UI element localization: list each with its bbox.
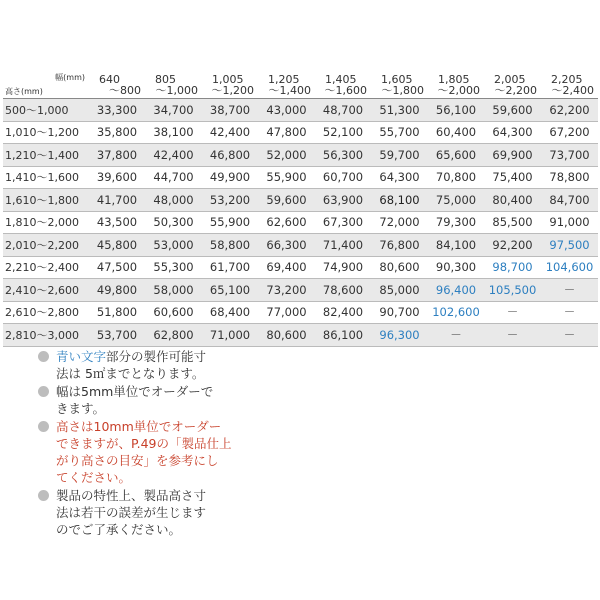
- price-cell: 43,500: [89, 211, 145, 234]
- price-cell: 97,500: [541, 234, 598, 257]
- price-cell: 91,000: [541, 211, 598, 234]
- price-cell: －: [541, 301, 598, 324]
- price-cell: 72,000: [371, 211, 428, 234]
- price-cell: 53,000: [145, 234, 202, 257]
- price-cell: 55,300: [145, 256, 202, 279]
- price-cell: 56,300: [315, 144, 371, 167]
- note-item: [38, 348, 231, 382]
- price-cell: －: [484, 324, 541, 347]
- table-row: [3, 301, 598, 324]
- price-cell: 51,800: [89, 301, 145, 324]
- height-range-label: 2,210～2,400: [3, 256, 89, 279]
- price-cell: 85,500: [484, 211, 541, 234]
- note-text: 幅は5mm単位でオーダーで: [56, 384, 214, 399]
- price-cell: 96,400: [428, 279, 484, 302]
- price-cell: －: [484, 301, 541, 324]
- width-column-header: [484, 72, 541, 99]
- price-cell: 84,100: [428, 234, 484, 257]
- price-cell: 53,700: [89, 324, 145, 347]
- price-cell: 50,300: [145, 211, 202, 234]
- price-cell: 62,200: [541, 99, 598, 122]
- note-item: [38, 383, 231, 417]
- note-line: [56, 487, 231, 504]
- note-item: [38, 487, 231, 538]
- price-cell: 63,900: [315, 189, 371, 212]
- price-cell: 92,200: [484, 234, 541, 257]
- price-cell: 48,700: [315, 99, 371, 122]
- price-cell: 80,400: [484, 189, 541, 212]
- table-row: [3, 234, 598, 257]
- height-range-label: 2,610～2,800: [3, 301, 89, 324]
- price-cell: 90,300: [428, 256, 484, 279]
- price-table-body: [3, 99, 598, 347]
- price-cell: 90,700: [371, 301, 428, 324]
- corner-cell: [3, 72, 89, 99]
- height-range-label: 1,610～1,800: [3, 189, 89, 212]
- notes-list: [38, 348, 231, 539]
- price-cell: 42,400: [145, 144, 202, 167]
- width-range-end: ～2,000: [437, 84, 480, 97]
- price-cell: 64,300: [371, 166, 428, 189]
- price-cell: 39,600: [89, 166, 145, 189]
- price-cell: 59,600: [258, 189, 315, 212]
- table-row: [3, 189, 598, 212]
- note-line: [56, 521, 231, 538]
- width-range-end: ～2,200: [494, 84, 537, 97]
- price-cell: 67,300: [315, 211, 371, 234]
- price-cell: 60,700: [315, 166, 371, 189]
- height-range-label: 2,810～3,000: [3, 324, 89, 347]
- price-cell: 76,800: [371, 234, 428, 257]
- note-line: [56, 504, 231, 521]
- price-cell: 49,900: [202, 166, 258, 189]
- note-text: 製品の特性上、製品高さ寸: [56, 488, 207, 503]
- price-cell: 71,400: [315, 234, 371, 257]
- price-cell: 38,700: [202, 99, 258, 122]
- price-cell: 96,300: [371, 324, 428, 347]
- price-table: [3, 72, 598, 347]
- price-cell: 33,300: [89, 99, 145, 122]
- price-cell: 45,800: [89, 234, 145, 257]
- price-cell: 64,300: [484, 121, 541, 144]
- width-column-header: [371, 72, 428, 99]
- width-range-end: ～1,400: [268, 84, 311, 97]
- price-cell: 74,900: [315, 256, 371, 279]
- price-cell: 73,700: [541, 144, 598, 167]
- height-range-label: 1,210～1,400: [3, 144, 89, 167]
- price-cell: 47,500: [89, 256, 145, 279]
- price-cell: 80,600: [258, 324, 315, 347]
- price-cell: 51,300: [371, 99, 428, 122]
- width-range-start: 805: [155, 73, 176, 86]
- price-cell: 84,700: [541, 189, 598, 212]
- price-cell: 86,100: [315, 324, 371, 347]
- table-row: [3, 99, 598, 122]
- price-cell: 59,700: [371, 144, 428, 167]
- price-cell: 43,000: [258, 99, 315, 122]
- price-cell: 38,100: [145, 121, 202, 144]
- width-range-end: ～2,400: [551, 84, 594, 97]
- price-cell: 58,000: [145, 279, 202, 302]
- width-range-start: 1,605: [381, 73, 413, 86]
- price-cell: 70,800: [428, 166, 484, 189]
- price-cell: 77,000: [258, 301, 315, 324]
- price-cell: －: [541, 279, 598, 302]
- price-cell: 41,700: [89, 189, 145, 212]
- price-cell: 105,500: [484, 279, 541, 302]
- note-text: 法は 5㎡までとなります。: [56, 366, 205, 381]
- width-range-end: ～1,000: [155, 84, 198, 97]
- price-cell: 67,200: [541, 121, 598, 144]
- price-cell: 75,000: [428, 189, 484, 212]
- note-text: できますが、P.49の「製品仕上: [56, 436, 232, 451]
- table-row: [3, 279, 598, 302]
- price-cell: 46,800: [202, 144, 258, 167]
- width-range-start: 1,405: [325, 73, 357, 86]
- bullet-icon: [38, 490, 49, 501]
- price-cell: 69,900: [484, 144, 541, 167]
- width-range-start: 1,005: [212, 73, 244, 86]
- note-text: 高さは10mm単位でオーダー: [56, 419, 222, 434]
- bullet-icon: [38, 421, 49, 432]
- width-column-header: [258, 72, 315, 99]
- price-cell: －: [541, 324, 598, 347]
- width-column-header: [315, 72, 371, 99]
- table-row: [3, 211, 598, 234]
- price-cell: 66,300: [258, 234, 315, 257]
- price-cell: 71,000: [202, 324, 258, 347]
- price-cell: 98,700: [484, 256, 541, 279]
- note-text: のでご了承ください。: [56, 522, 182, 537]
- note-line: [56, 348, 231, 365]
- price-cell: 65,600: [428, 144, 484, 167]
- height-range-label: 1,810～2,000: [3, 211, 89, 234]
- price-cell: 68,400: [202, 301, 258, 324]
- table-row: [3, 256, 598, 279]
- price-cell: 58,800: [202, 234, 258, 257]
- width-range-end: ～800: [109, 84, 141, 97]
- price-cell: 42,400: [202, 121, 258, 144]
- width-range-end: ～1,600: [324, 84, 367, 97]
- price-cell: 78,600: [315, 279, 371, 302]
- price-cell: 82,400: [315, 301, 371, 324]
- width-axis-label: 幅(mm): [55, 73, 85, 82]
- note-text: 部分の製作可能寸: [106, 349, 207, 364]
- width-range-end: ～1,200: [211, 84, 254, 97]
- height-range-label: 1,410～1,600: [3, 166, 89, 189]
- price-cell: 62,600: [258, 211, 315, 234]
- price-cell: 34,700: [145, 99, 202, 122]
- note-text: がり高さの目安」を参考にし: [56, 453, 219, 468]
- price-cell: 44,700: [145, 166, 202, 189]
- height-range-label: 2,410～2,600: [3, 279, 89, 302]
- width-range-start: 2,205: [551, 73, 583, 86]
- note-text: 法は若干の誤差が生じます: [56, 505, 207, 520]
- price-cell: 47,800: [258, 121, 315, 144]
- width-range-start: 640: [99, 73, 120, 86]
- price-cell: 52,000: [258, 144, 315, 167]
- note-line: [56, 365, 231, 382]
- table-row: [3, 324, 598, 347]
- note-text: てください。: [56, 470, 132, 485]
- height-range-label: 2,010～2,200: [3, 234, 89, 257]
- price-cell: 53,200: [202, 189, 258, 212]
- price-cell: 55,700: [371, 121, 428, 144]
- price-cell: 75,400: [484, 166, 541, 189]
- price-cell: 65,100: [202, 279, 258, 302]
- price-cell: 60,400: [428, 121, 484, 144]
- price-cell: 78,800: [541, 166, 598, 189]
- header-row: [3, 72, 598, 99]
- width-column-header: [541, 72, 598, 99]
- table-row: [3, 166, 598, 189]
- price-cell: 52,100: [315, 121, 371, 144]
- price-cell: 80,600: [371, 256, 428, 279]
- width-range-start: 1,205: [268, 73, 300, 86]
- bullet-icon: [38, 351, 49, 362]
- width-column-header: [89, 72, 145, 99]
- note-item: [38, 418, 231, 486]
- price-cell: 35,800: [89, 121, 145, 144]
- width-range-start: 2,005: [494, 73, 526, 86]
- width-column-header: [145, 72, 202, 99]
- price-cell: 61,700: [202, 256, 258, 279]
- note-line: [56, 469, 231, 486]
- price-cell: 37,800: [89, 144, 145, 167]
- height-axis-label: 高さ(mm): [5, 87, 43, 96]
- note-line: [56, 435, 231, 452]
- price-cell: 59,600: [484, 99, 541, 122]
- bullet-icon: [38, 386, 49, 397]
- note-text: 青い文字: [56, 349, 107, 364]
- price-cell: 102,600: [428, 301, 484, 324]
- width-column-header: [428, 72, 484, 99]
- price-cell: 48,000: [145, 189, 202, 212]
- price-cell: －: [428, 324, 484, 347]
- table-row: [3, 121, 598, 144]
- height-range-label: 500～1,000: [3, 99, 89, 122]
- table-row: [3, 144, 598, 167]
- price-cell: 85,000: [371, 279, 428, 302]
- price-cell: 62,800: [145, 324, 202, 347]
- price-cell: 79,300: [428, 211, 484, 234]
- price-cell: 49,800: [89, 279, 145, 302]
- price-cell: 68,100: [371, 189, 428, 212]
- note-line: [56, 400, 231, 417]
- price-cell: 56,100: [428, 99, 484, 122]
- price-cell: 73,200: [258, 279, 315, 302]
- price-cell: 55,900: [258, 166, 315, 189]
- height-range-label: 1,010～1,200: [3, 121, 89, 144]
- width-range-end: ～1,800: [381, 84, 424, 97]
- price-cell: 104,600: [541, 256, 598, 279]
- price-cell: 55,900: [202, 211, 258, 234]
- price-cell: 60,600: [145, 301, 202, 324]
- note-line: [56, 452, 231, 469]
- price-cell: 69,400: [258, 256, 315, 279]
- width-column-header: [202, 72, 258, 99]
- width-range-start: 1,805: [438, 73, 470, 86]
- note-line: [56, 418, 231, 435]
- note-line: [56, 383, 231, 400]
- note-text: きます。: [56, 401, 106, 416]
